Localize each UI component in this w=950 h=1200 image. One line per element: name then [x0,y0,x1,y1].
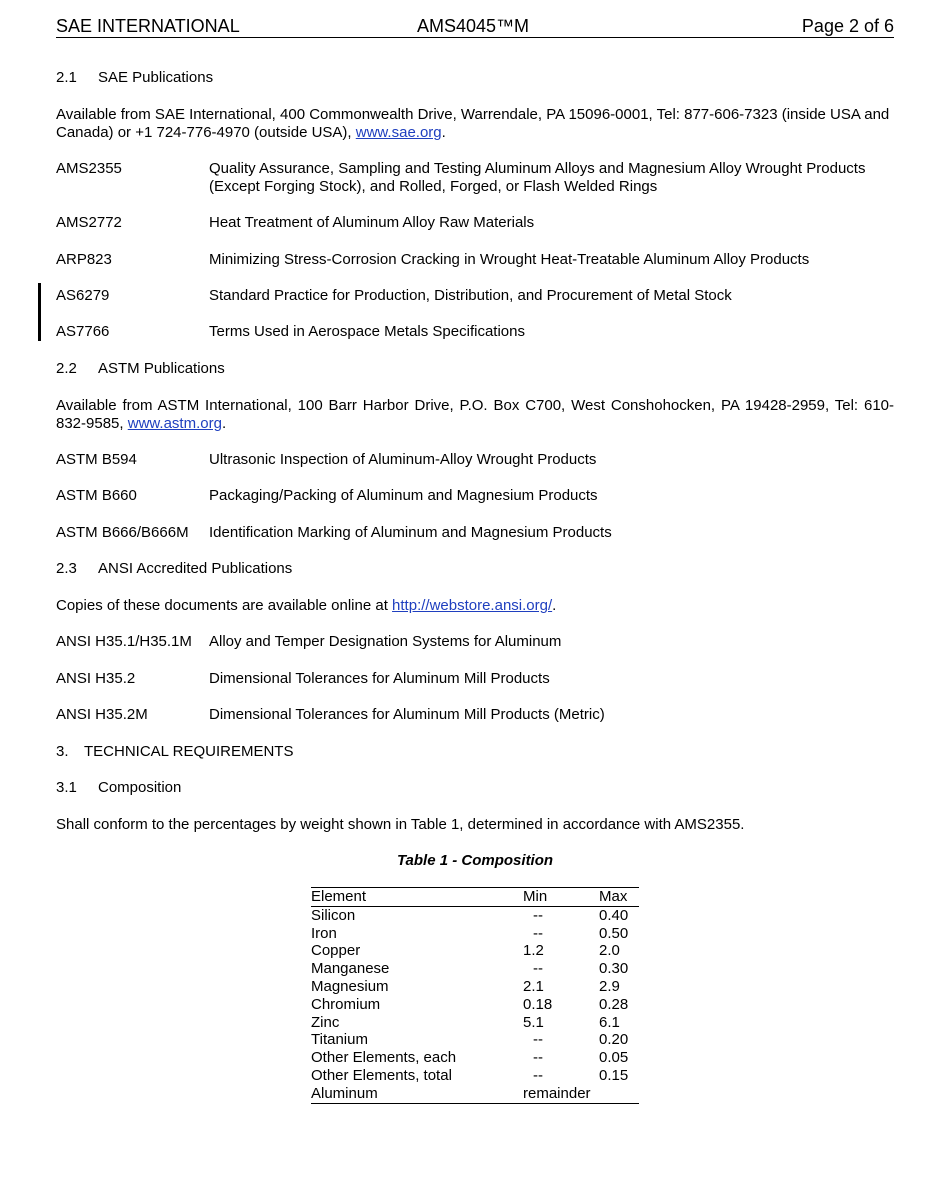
element-cell: Zinc [311,1013,340,1031]
element-cell: Manganese [311,960,390,978]
table-row [311,1014,639,1032]
max-cell: 0.05 [599,1049,629,1067]
min-cell: 5.1 [523,1013,544,1031]
table-row [311,960,639,978]
section-number: 3. [56,743,69,760]
reference-title: Alloy and Temper Designation Systems for Aluminum [209,633,562,650]
max-cell: 0.30 [599,960,629,978]
max-cell: 0.40 [599,906,629,924]
table-row [311,906,639,924]
composition-paragraph: Shall conform to the percentages by weight shown in Table 1, determined in accordance with AMS2355. [56,816,745,833]
table-row [311,1085,639,1103]
min-cell: -- [533,924,543,942]
section-heading-3-1 [56,779,181,797]
element-cell: Magnesium [311,977,389,995]
element-cell: Chromium [311,995,381,1013]
section-number: 3.1 [56,779,77,796]
sae-website-link[interactable]: www.sae.org [355,124,442,141]
table-row [311,942,639,960]
reference-code: AS6279 [56,287,110,304]
element-cell: Iron [311,924,337,942]
section-number: 2.1 [56,69,77,86]
element-cell: Titanium [311,1031,368,1049]
element-cell: Silicon [311,906,356,924]
reference-code: ANSI H35.2M [56,706,148,723]
astm-availability-paragraph: Available from ASTM International, 100 Barr Harbor Drive, P.O. Box C700, West Conshohocken, PA 19428-2959, Tel: 610-832-9585, www.astm.org. [56,397,894,432]
reference-code: AMS2355 [56,160,122,177]
sae-availability-paragraph: Available from SAE International, 400 Commonwealth Drive, Warrendale, PA 15096-0001, Tel: 877-606-7323 (inside USA and Canada) or +1 724-776-4970 (outside USA), www.sae.org. [56,106,890,141]
min-cell: -- [533,960,543,978]
header-org: SAE INTERNATIONAL [56,16,240,36]
table-row [311,1031,639,1049]
element-cell: Other Elements, total [311,1066,452,1084]
reference-code: ASTM B594 [56,451,137,468]
astm-availability-text: Available from ASTM International, 100 Barr Harbor Drive, P.O. Box C700, West Conshohocken, PA 19428-2959, Tel: 610-832-9585, [56,397,894,432]
reference-title: Terms Used in Aerospace Metals Specifications [209,323,525,340]
reference-code: AMS2772 [56,214,122,231]
section-title: Composition [98,779,182,796]
column-header-min: Min [523,888,599,907]
table-header-row [311,888,639,907]
reference-title: Quality Assurance, Sampling and Testing Aluminum Alloys and Magnesium Alloy Wrought Products (Except Forging Stock), and Rolled, Forged, or Flash Welded Rings [209,160,866,195]
sae-availability-text: Available from SAE International, 400 Commonwealth Drive, Warrendale, PA 15096-0001, Tel: 877-606-7323 (inside USA and Canada) or +1 724-776-4970 (outside USA), [56,106,890,141]
ansi-availability-text: Copies of these documents are available online at [56,597,393,614]
column-header-max: Max [599,888,639,907]
min-cell: -- [533,1031,543,1049]
reference-title: Ultrasonic Inspection of Aluminum-Alloy Wrought Products [209,451,597,468]
header-page-number: Page 2 of 6 [801,16,894,36]
astm-website-link[interactable]: www.astm.org [127,415,222,432]
min-cell: -- [533,1066,543,1084]
section-number: 2.2 [56,360,77,377]
reference-code: AS7766 [56,323,110,340]
reference-title: Dimensional Tolerances for Aluminum Mill Products [209,670,550,687]
table-row [311,978,639,996]
max-cell: 0.20 [599,1031,629,1049]
element-cell: Other Elements, each [311,1049,457,1067]
table-row [311,1067,639,1085]
reference-code: ANSI H35.1/H35.1M [56,633,192,650]
reference-title: Identification Marking of Aluminum and Magnesium Products [209,524,612,541]
header-doc-id: AMS4045™M [417,16,530,36]
min-cell: 1.2 [523,942,544,960]
section-title: SAE Publications [98,69,214,86]
table-row [311,925,639,943]
max-cell: 6.1 [599,1013,620,1031]
section-heading-2-3 [56,560,292,578]
reference-code: ASTM B660 [56,487,137,504]
section-title: ASTM Publications [98,360,225,377]
ansi-webstore-link[interactable]: http://webstore.ansi.org/ [392,597,553,614]
section-heading-2-1 [56,69,213,87]
table-caption: Table 1 - Composition [396,852,554,869]
table-row [311,996,639,1014]
reference-title: Heat Treatment of Aluminum Alloy Raw Materials [209,214,535,231]
reference-code: ASTM B666/B666M [56,524,189,541]
composition-table [311,887,639,1104]
reference-title: Packaging/Packing of Aluminum and Magnesium Products [209,487,598,504]
max-cell: 0.50 [599,924,629,942]
max-cell: 0.15 [599,1066,629,1084]
reference-code: ARP823 [56,251,112,268]
min-cell: -- [533,906,543,924]
table-row [311,1049,639,1067]
section-heading-3 [56,743,293,761]
reference-title: Standard Practice for Production, Distribution, and Procurement of Metal Stock [209,287,732,304]
element-cell: Copper [311,942,361,960]
element-cell: Aluminum [311,1085,523,1103]
revision-change-bar [38,283,41,341]
reference-title: Dimensional Tolerances for Aluminum Mill Products (Metric) [209,706,605,723]
section-title: TECHNICAL REQUIREMENTS [84,743,294,760]
ansi-availability-paragraph: Copies of these documents are available online at http://webstore.ansi.org/. [56,597,557,614]
min-cell: remainder [523,1085,599,1103]
max-cell: 2.9 [599,977,620,995]
max-cell: 2.0 [599,942,620,960]
section-number: 2.3 [56,560,77,577]
min-cell: 2.1 [523,977,544,995]
min-cell: 0.18 [523,995,553,1013]
section-title: ANSI Accredited Publications [98,560,293,577]
max-cell: 0.28 [599,995,629,1013]
reference-code: ANSI H35.2 [56,670,136,687]
column-header-element: Element [311,888,523,907]
min-cell: -- [533,1049,543,1067]
section-heading-2-2 [56,360,225,378]
page-header [56,15,894,38]
max-cell [599,1085,639,1103]
reference-title: Minimizing Stress-Corrosion Cracking in Wrought Heat-Treatable Aluminum Alloy Products [209,251,810,268]
